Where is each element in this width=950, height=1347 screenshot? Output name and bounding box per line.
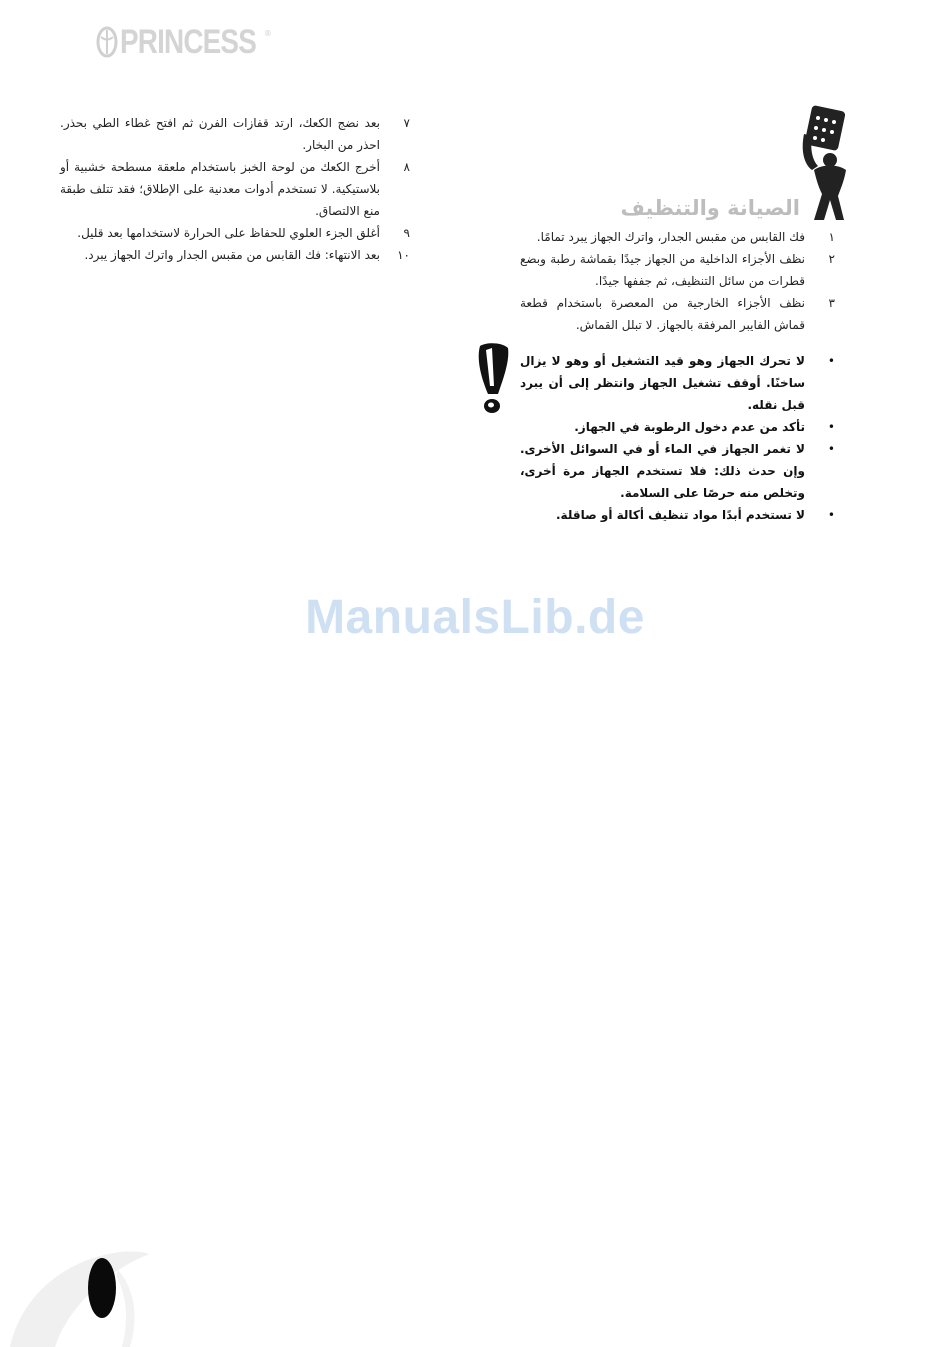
princess-crown-icon (96, 25, 118, 59)
step-text: أغلق الجزء العلوي للحفاظ على الحرارة لاستخدامها بعد قليل. (77, 226, 380, 240)
exclamation-icon (472, 342, 512, 418)
list-item (60, 222, 410, 244)
registered-mark: ® (263, 28, 272, 38)
step-text: فك القابس من مقبس الجدار، واترك الجهاز يبرد تمامًا. (536, 230, 805, 244)
warning-text: لا تستخدم أبدًا مواد تنظيف أكالة أو صاقلة. (556, 508, 805, 522)
step-text: بعد الانتهاء: فك القابس من مقبس الجدار واترك الجهاز يبرد. (84, 248, 380, 262)
bullet: • (827, 442, 835, 456)
list-item (520, 504, 835, 526)
steps-continued (60, 112, 410, 266)
step-number: ٨ (403, 160, 410, 174)
brand-logo (96, 24, 272, 60)
list-item (520, 350, 835, 416)
step-text: أخرج الكعك من لوحة الخبز باستخدام ملعقة مسطحة خشبية أو بلاستيكية. لا تستخدم أدوات معدنية على الإطلاق؛ فقد تتلف طبقة منع الالتصاق. (60, 160, 380, 218)
section-title: الصيانة والتنظيف (620, 196, 800, 220)
bullet: • (827, 508, 835, 522)
list-item (520, 416, 835, 438)
warning-text: لا تغمر الجهاز في الماء أو في السوائل الأخرى. وإن حدث ذلك: فلا تستخدم الجهاز مرة أخرى، وتخلص منه حرصًا على السلامة. (520, 442, 805, 500)
cleaning-figure-icon (800, 104, 852, 222)
list-item (60, 244, 410, 266)
step-text: بعد نضج الكعك، ارتد قفازات الفرن ثم افتح غطاء الطي بحذر. احذر من البخار. (60, 116, 380, 152)
list-item (520, 292, 835, 336)
brand-name: PRINCESS (120, 23, 256, 61)
step-text: نظف الأجزاء الخارجية من المعصرة باستخدام قطعة قماش الفايبر المرفقة بالجهاز. لا تبلل القماش. (520, 296, 805, 332)
bullet: • (827, 420, 835, 434)
bullet: • (827, 354, 835, 368)
list-item (520, 248, 835, 292)
step-number: ٩ (403, 226, 410, 240)
list-item (60, 112, 410, 156)
warning-text: لا تحرك الجهاز وهو قيد التشغيل أو وهو لا يزال ساخنًا. أوقف تشغيل الجهاز وانتظر إلى أن يبرد قبل نقله. (520, 354, 805, 412)
step-number: ٢ (828, 252, 835, 266)
step-number: ٧ (403, 116, 410, 130)
maintenance-steps (520, 226, 835, 336)
watermark: ManualsLib.de (305, 591, 645, 644)
list-item (60, 156, 410, 222)
list-item (520, 438, 835, 504)
warning-text: تأكد من عدم دخول الرطوبة في الجهاز. (574, 420, 805, 434)
step-number: ١٠ (397, 248, 410, 262)
step-number: ١ (828, 230, 835, 244)
list-item (520, 226, 835, 248)
warnings-list (520, 350, 835, 526)
step-text: نظف الأجزاء الداخلية من الجهاز جيدًا بقماشة رطبة وبضع قطرات من سائل التنظيف، ثم جففها جيدًا. (520, 252, 805, 288)
step-number: ٣ (828, 296, 835, 310)
decorative-corner (0, 1240, 160, 1347)
